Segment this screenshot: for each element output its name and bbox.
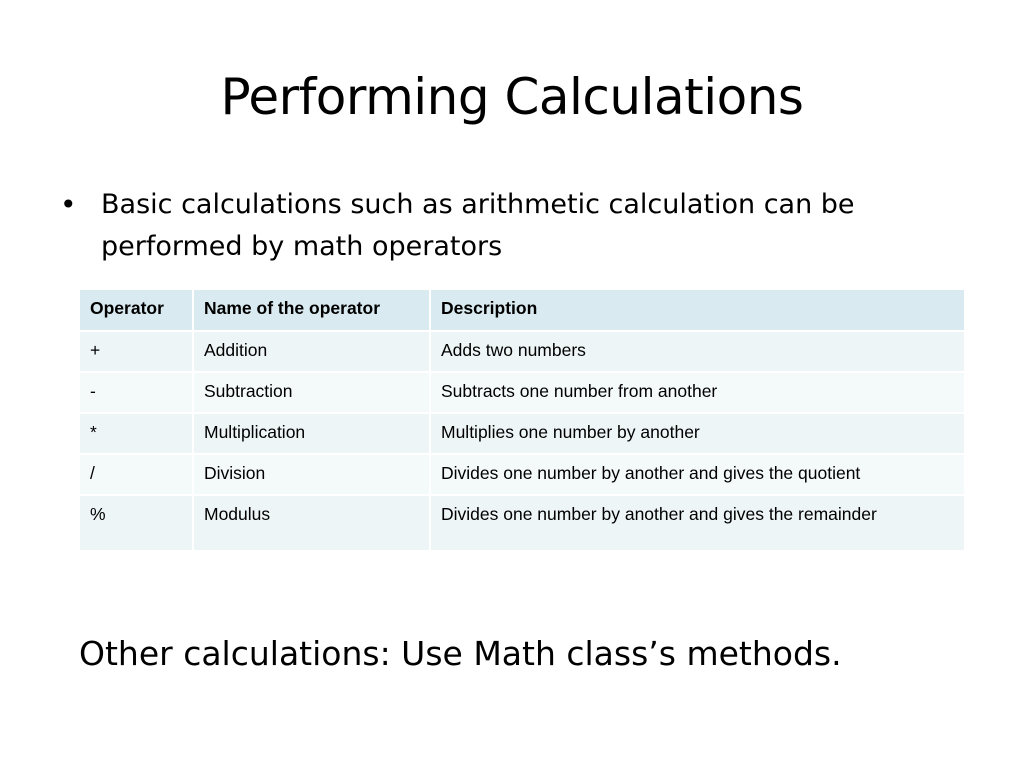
table-row xyxy=(79,495,965,551)
operator-name-cell: Addition xyxy=(193,331,430,372)
operator-cell: % xyxy=(79,495,193,551)
operator-name-cell: Modulus xyxy=(193,495,430,551)
description-cell: Divides one number by another and gives the quotient xyxy=(430,454,965,495)
bullet-icon: • xyxy=(60,188,77,221)
operator-cell: / xyxy=(79,454,193,495)
operator-name-cell: Multiplication xyxy=(193,413,430,454)
table-header-row xyxy=(79,290,965,331)
operator-cell: - xyxy=(79,372,193,413)
description-cell: Adds two numbers xyxy=(430,331,965,372)
operators-table xyxy=(78,290,966,552)
table-row xyxy=(79,331,965,372)
operator-cell: * xyxy=(79,413,193,454)
description-cell: Multiplies one number by another xyxy=(430,413,965,454)
operator-name-cell: Subtraction xyxy=(193,372,430,413)
description-cell: Divides one number by another and gives the remainder xyxy=(430,495,965,551)
table-row xyxy=(79,413,965,454)
table-row xyxy=(79,372,965,413)
footer-note: Other calculations: Use Math class’s methods. xyxy=(79,634,842,673)
description-cell: Subtracts one number from another xyxy=(430,372,965,413)
bullet-text: Basic calculations such as arithmetic calculation can be performed by math operators xyxy=(101,189,855,262)
operator-cell: + xyxy=(79,331,193,372)
table-row xyxy=(79,454,965,495)
header-description: Description xyxy=(430,290,965,331)
operator-name-cell: Division xyxy=(193,454,430,495)
header-operator-name: Name of the operator xyxy=(193,290,430,331)
header-operator: Operator xyxy=(79,290,193,331)
slide-title: Performing Calculations xyxy=(220,68,804,126)
